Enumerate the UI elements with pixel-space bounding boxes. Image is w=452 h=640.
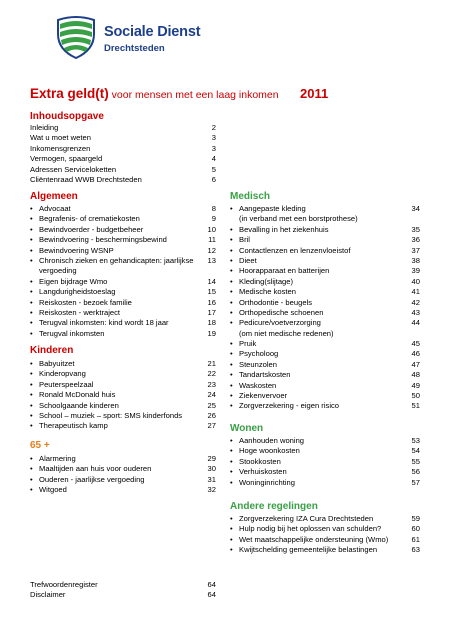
- bullet-icon: •: [230, 370, 233, 380]
- toc-entry: [30, 154, 216, 164]
- bullet-icon: •: [30, 400, 33, 410]
- toc-entry: [230, 478, 420, 488]
- toc-entry-label: Kwijtschelding gemeentelijke belastingen: [239, 545, 378, 555]
- toc-entry: [230, 214, 420, 224]
- toc-entry-label: Hulp nodig bij het oplossen van schulden?: [239, 524, 382, 534]
- bullet-icon: •: [30, 485, 33, 495]
- bullet-icon: •: [230, 287, 233, 297]
- toc-entry-label: Pedicure/voetverzorging: [239, 318, 321, 328]
- toc-entry-page: 40: [411, 276, 420, 286]
- toc-entry-page: 60: [411, 524, 420, 534]
- toc-entry-page: 12: [207, 245, 216, 255]
- toc-entry-page: 48: [411, 370, 420, 380]
- bullet-icon: •: [230, 359, 233, 369]
- toc-entry: [230, 204, 420, 214]
- toc-entry-label: Terugval inkomsten: [39, 328, 105, 338]
- bullet-icon: •: [30, 421, 33, 431]
- toc-entry-label: Contactlenzen en lenzenvloeistof: [239, 245, 351, 255]
- toc-entry-label: Kinderopvang: [39, 369, 86, 379]
- toc-entry-page: 30: [207, 464, 216, 474]
- toc-entry: [230, 467, 420, 477]
- toc-entry: [230, 225, 420, 235]
- bullet-icon: •: [30, 454, 33, 463]
- toc-entry-label: Inkomensgrenzen: [30, 143, 91, 153]
- toc-entry: [230, 266, 420, 276]
- toc-entry-page: 42: [411, 297, 420, 307]
- toc-entry-page: 34: [411, 204, 420, 213]
- toc-entry-label: Tandartskosten: [239, 370, 291, 380]
- section-heading-kinderen: Kinderen: [30, 345, 74, 356]
- toc-entry: [230, 545, 420, 555]
- toc-entry-label: Kleding(slijtage): [239, 276, 294, 286]
- toc-entry-page: 38: [411, 255, 420, 265]
- toc-entry: [230, 246, 420, 256]
- title-main: Extra geld(t): [30, 86, 109, 101]
- toc-entry: [30, 266, 216, 276]
- toc-entry-label: Eigen bijdrage Wmo: [39, 276, 108, 286]
- toc-entry-page: 3: [211, 133, 216, 143]
- bullet-icon: •: [30, 318, 33, 328]
- toc-entry-label: Psycholoog: [239, 349, 279, 359]
- toc-entry-page: 32: [207, 485, 216, 495]
- toc-entry: [230, 277, 420, 287]
- toc-entry-page: 16: [207, 297, 216, 307]
- bullet-icon: •: [230, 349, 233, 359]
- bullet-icon: •: [230, 467, 233, 477]
- toc-entry: [230, 360, 420, 370]
- bullet-icon: •: [30, 287, 33, 297]
- toc-entry-label: Bevalling in het ziekenhuis: [239, 224, 329, 234]
- toc-entry: [30, 485, 216, 495]
- toc-entry: [30, 225, 216, 235]
- bullet-icon: •: [30, 235, 33, 245]
- toc-entry-label: Disclaimer: [30, 590, 66, 600]
- logo-name: Sociale Dienst: [104, 24, 201, 40]
- toc-entry-page: 24: [207, 390, 216, 400]
- toc-entry: [30, 277, 216, 287]
- toc-entry-label: Reiskosten - bezoek familie: [39, 297, 132, 307]
- toc-entry: [30, 329, 216, 339]
- toc-entry: [30, 214, 216, 224]
- toc-entry-page: 56: [411, 467, 420, 477]
- section-heading-inhoudsopgave: Inhoudsopgave: [30, 111, 104, 122]
- toc-entry-page: 9: [211, 214, 216, 224]
- toc-entry: [230, 329, 420, 339]
- toc-entry-label: Alarmering: [39, 454, 76, 463]
- toc-entry: [230, 457, 420, 467]
- toc-entry: [30, 380, 216, 390]
- bullet-icon: •: [230, 339, 233, 349]
- toc-entry: [230, 370, 420, 380]
- toc-entry: [30, 464, 216, 474]
- bullet-icon: •: [230, 514, 233, 523]
- toc-entry-label: Vermogen, spaargeld: [30, 154, 103, 164]
- toc-entry-page: 3: [211, 143, 216, 153]
- toc-entry-label: Stookkosten: [239, 456, 281, 466]
- section-heading-medisch: Medisch: [230, 191, 271, 202]
- toc-entry-label: Medische kosten: [239, 287, 296, 297]
- toc-entry-page: 47: [411, 359, 420, 369]
- toc-entry-label: Ouderen - jaarlijkse vergoeding: [39, 474, 145, 484]
- toc-entry: [230, 446, 420, 456]
- toc-entry: [30, 287, 216, 297]
- toc-entry-page: 64: [207, 590, 216, 600]
- bullet-icon: •: [230, 446, 233, 456]
- toc-entry-label: Steunzolen: [239, 359, 277, 369]
- bullet-icon: •: [230, 380, 233, 390]
- toc-wonen: [230, 436, 420, 488]
- toc-entry-page: 10: [207, 224, 216, 234]
- toc-entry-label: Inleiding: [30, 123, 59, 132]
- bullet-icon: •: [30, 276, 33, 286]
- bullet-icon: •: [30, 390, 33, 400]
- toc-entry-page: 5: [211, 164, 216, 174]
- bullet-icon: •: [30, 224, 33, 234]
- toc-entry-page: 49: [411, 380, 420, 390]
- section-heading-wonen: Wonen: [230, 423, 264, 434]
- toc-entry-label: Orthodontie - beugels: [239, 297, 313, 307]
- toc-entry-label: Woninginrichting: [239, 477, 296, 487]
- toc-entry-label: School – muziek – sport: SMS kinderfonds: [39, 410, 183, 420]
- title-year: 2011: [300, 86, 329, 101]
- toc-entry-label: Trefwoordenregister: [30, 580, 98, 589]
- toc-entry-page: 35: [411, 224, 420, 234]
- toc-inhoudsopgave: [30, 123, 216, 185]
- toc-entry: [230, 235, 420, 245]
- toc-entry-page: 64: [207, 580, 216, 589]
- toc-entry-label: Schoolgaande kinderen: [39, 400, 119, 410]
- toc-entry-label: Advocaat: [39, 204, 71, 213]
- toc-entry-label: Therapeutisch kamp: [39, 421, 108, 431]
- toc-entry-page: 18: [207, 318, 216, 328]
- toc-entry-label: Zorgverzekering - eigen risico: [239, 401, 340, 411]
- toc-entry: [30, 235, 216, 245]
- bullet-icon: •: [230, 534, 233, 544]
- toc-entry: [30, 580, 216, 590]
- toc-entry: [30, 246, 216, 256]
- toc-entry: [230, 514, 420, 524]
- toc-entry-page: 6: [211, 174, 216, 184]
- toc-entry-page: 17: [207, 307, 216, 317]
- toc-entry-page: 63: [411, 545, 420, 555]
- toc-entry: [30, 133, 216, 143]
- toc-entry: [30, 298, 216, 308]
- toc-entry-page: 22: [207, 369, 216, 379]
- toc-entry-page: 46: [411, 349, 420, 359]
- toc-entry-label: Bril: [239, 235, 250, 245]
- toc-entry-page: 61: [411, 534, 420, 544]
- toc-entry: [30, 144, 216, 154]
- bullet-icon: •: [230, 477, 233, 487]
- toc-entry-page: 21: [207, 359, 216, 368]
- toc-entry-label: Verhuiskosten: [239, 467, 287, 477]
- toc-entry: [230, 349, 420, 359]
- bullet-icon: •: [30, 328, 33, 338]
- toc-entry-page: 43: [411, 307, 420, 317]
- toc-entry-label: Ronald McDonald huis: [39, 390, 116, 400]
- bullet-icon: •: [230, 224, 233, 234]
- bullet-icon: •: [230, 318, 233, 328]
- toc-entry-page: 4: [211, 154, 216, 164]
- bullet-icon: •: [230, 266, 233, 276]
- logo-emblem-icon: [52, 12, 100, 60]
- toc-entry-label: Terugval inkomsten: kind wordt 18 jaar: [39, 318, 169, 328]
- toc-entry: [230, 381, 420, 391]
- section-heading-65-plus: 65 +: [30, 440, 50, 451]
- toc-entry: [230, 401, 420, 411]
- title-rest: voor mensen met een laag inkomen: [108, 89, 279, 101]
- toc-entry: [230, 298, 420, 308]
- toc-entry-label: (om niet medische redenen): [239, 328, 334, 338]
- bullet-icon: •: [230, 255, 233, 265]
- bullet-icon: •: [30, 297, 33, 307]
- bullet-icon: •: [30, 464, 33, 474]
- toc-entry: [230, 256, 420, 266]
- toc-entry-page: 14: [207, 276, 216, 286]
- bullet-icon: •: [230, 524, 233, 534]
- toc-entry-page: 54: [411, 446, 420, 456]
- toc-entry: [230, 535, 420, 545]
- toc-entry: [30, 475, 216, 485]
- bullet-icon: •: [230, 545, 233, 555]
- toc-entry-label: Orthopedische schoenen: [239, 307, 324, 317]
- toc-entry-label: Waskosten: [239, 380, 277, 390]
- bullet-icon: •: [30, 307, 33, 317]
- toc-entry: [30, 421, 216, 431]
- toc-entry-page: 45: [411, 339, 420, 349]
- toc-entry-page: 31: [207, 474, 216, 484]
- bullet-icon: •: [30, 410, 33, 420]
- toc-entry-label: Begrafenis- of crematiekosten: [39, 214, 140, 224]
- toc-entry: [30, 390, 216, 400]
- toc-entry-page: 23: [207, 379, 216, 389]
- toc-entry-page: 39: [411, 266, 420, 276]
- toc-entry-page: 27: [207, 421, 216, 431]
- bullet-icon: •: [230, 391, 233, 401]
- section-heading-algemeen: Algemeen: [30, 191, 78, 202]
- sociale-dienst-logo: [52, 12, 202, 64]
- toc-entry: [30, 369, 216, 379]
- toc-footer: [30, 580, 216, 601]
- toc-entry-label: Bewindvoerder - budgetbeheer: [39, 224, 144, 234]
- toc-entry-page: 55: [411, 456, 420, 466]
- toc-entry-page: 53: [411, 436, 420, 445]
- toc-entry-label: Dieet: [239, 255, 257, 265]
- toc-entry: [30, 411, 216, 421]
- toc-entry-page: 13: [207, 255, 216, 265]
- bullet-icon: •: [30, 204, 33, 213]
- toc-entry: [30, 204, 216, 214]
- bullet-icon: •: [230, 235, 233, 245]
- toc-entry-label: Peuterspeelzaal: [39, 379, 94, 389]
- toc-algemeen: [30, 204, 216, 339]
- toc-entry-label: Aanhouden woning: [239, 436, 305, 445]
- toc-entry-page: 11: [208, 235, 216, 245]
- toc-entry-label: Langdurigheidstoeslag: [39, 287, 116, 297]
- toc-entry: [30, 318, 216, 328]
- toc-entry: [30, 359, 216, 369]
- toc-65-plus: [30, 454, 216, 496]
- toc-entry-label: Witgoed: [39, 485, 67, 495]
- toc-entry-label: Reiskosten - werktraject: [39, 307, 121, 317]
- toc-entry: [230, 287, 420, 297]
- toc-entry: [30, 123, 216, 133]
- bullet-icon: •: [230, 401, 233, 411]
- bullet-icon: •: [30, 369, 33, 379]
- toc-entry-label: Hoorapparaat en batterijen: [239, 266, 330, 276]
- toc-andere-regelingen: [230, 514, 420, 556]
- toc-entry-page: 51: [411, 401, 420, 411]
- toc-entry-page: 57: [411, 477, 420, 487]
- toc-entry-page: 8: [211, 204, 216, 213]
- toc-entry: [230, 524, 420, 534]
- bullet-icon: •: [30, 359, 33, 368]
- bullet-icon: •: [230, 297, 233, 307]
- toc-entry-label: (in verband met een borstprothese): [239, 214, 358, 224]
- toc-entry-page: 41: [411, 287, 420, 297]
- toc-entry: [30, 175, 216, 185]
- toc-entry-label: Chronisch zieken en gehandicapten: jaarlijkse: [39, 255, 194, 265]
- toc-entry-label: Bewindvoering - beschermingsbewind: [39, 235, 167, 245]
- bullet-icon: •: [30, 474, 33, 484]
- toc-entry-page: 19: [207, 328, 216, 338]
- bullet-icon: •: [30, 214, 33, 224]
- toc-entry-label: Aangepaste kleding: [239, 204, 306, 213]
- toc-entry: [230, 318, 420, 328]
- section-heading-andere-regelingen: Andere regelingen: [230, 501, 318, 512]
- toc-entry-page: 29: [207, 454, 216, 463]
- toc-entry-page: 25: [207, 400, 216, 410]
- toc-entry-label: Hoge woonkosten: [239, 446, 300, 456]
- toc-entry-label: Maaltijden aan huis voor ouderen: [39, 464, 152, 474]
- toc-entry: [230, 436, 420, 446]
- toc-entry-page: 15: [207, 287, 216, 297]
- toc-entry-label: Bewindvoering WSNP: [39, 245, 114, 255]
- toc-entry: [30, 308, 216, 318]
- toc-entry-label: Babyuitzet: [39, 359, 75, 368]
- bullet-icon: •: [230, 245, 233, 255]
- toc-entry-label: Cliëntenraad WWB Drechtsteden: [30, 174, 142, 184]
- toc-entry-label: Wat u moet weten: [30, 133, 91, 143]
- bullet-icon: •: [230, 456, 233, 466]
- toc-entry-page: 50: [411, 391, 420, 401]
- toc-entry-label: Zorgverzekering IZA Cura Drechtsteden: [239, 514, 374, 523]
- toc-entry: [30, 454, 216, 464]
- toc-entry-page: 59: [411, 514, 420, 523]
- bullet-icon: •: [230, 276, 233, 286]
- toc-entry-page: 36: [411, 235, 420, 245]
- bullet-icon: •: [30, 255, 33, 265]
- toc-entry: [30, 401, 216, 411]
- logo-subtitle: Drechtsteden: [104, 43, 165, 54]
- toc-entry: [30, 590, 216, 600]
- toc-kinderen: [30, 359, 216, 432]
- bullet-icon: •: [30, 245, 33, 255]
- bullet-icon: •: [230, 204, 233, 213]
- toc-entry: [230, 391, 420, 401]
- toc-entry-label: Ziekenvervoer: [239, 391, 288, 401]
- bullet-icon: •: [30, 379, 33, 389]
- toc-entry-label: Pruik: [239, 339, 257, 349]
- toc-entry-page: 26: [207, 410, 216, 420]
- toc-entry-page: 2: [211, 123, 216, 132]
- toc-entry: [30, 165, 216, 175]
- toc-entry-page: 44: [411, 318, 420, 328]
- bullet-icon: •: [230, 307, 233, 317]
- toc-entry-label: Adressen Serviceloketten: [30, 164, 117, 174]
- toc-entry: [30, 256, 216, 266]
- toc-entry-page: 37: [411, 245, 420, 255]
- bullet-icon: •: [230, 436, 233, 445]
- toc-medisch: [230, 204, 420, 412]
- toc-entry-label: vergoeding: [39, 266, 77, 276]
- toc-entry: [230, 308, 420, 318]
- page-title: [30, 86, 330, 101]
- toc-entry: [230, 339, 420, 349]
- toc-entry-label: Wet maatschappelijke ondersteuning (Wmo): [239, 534, 389, 544]
